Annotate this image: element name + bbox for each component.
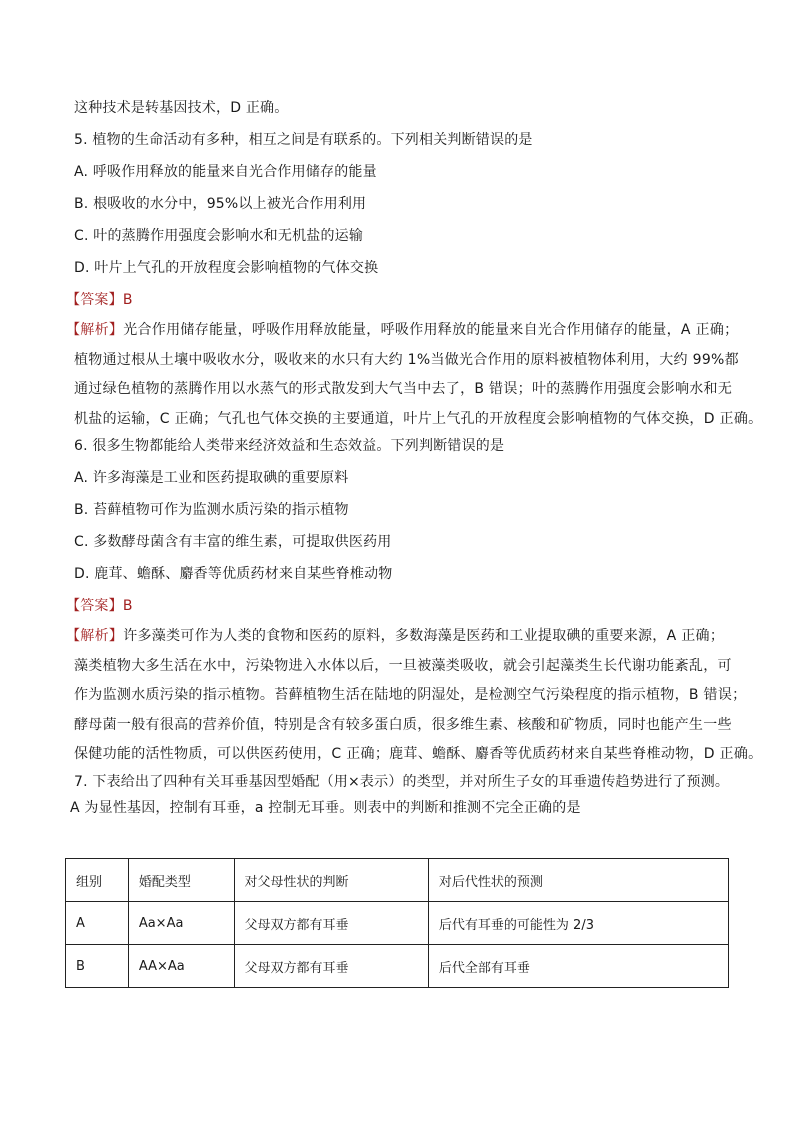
analysis-tag: 【解析】 <box>66 628 124 644</box>
q6-analysis <box>66 622 763 770</box>
analysis-line: 【解析】许多藻类可作为人类的食物和医药的原料，多数海藻是医药和工业提取碘的重要来源，A 正确； <box>66 628 725 644</box>
table-cell: 父母双方都有耳垂 <box>234 945 428 988</box>
q6-option-b: B. 苔藓植物可作为监测水质污染的指示植物 <box>74 502 349 518</box>
q5-option-a: A. 呼吸作用释放的能量来自光合作用储存的能量 <box>74 164 377 180</box>
q6-option-d: D. 鹿茸、蟾酥、麝香等优质药材来自某些脊椎动物 <box>74 566 393 582</box>
table-header-cell: 组别 <box>66 859 129 902</box>
table-cell: 后代全部有耳垂 <box>428 945 728 988</box>
table-cell: A <box>66 902 129 945</box>
table-cell: B <box>66 945 129 988</box>
table-cell: 父母双方都有耳垂 <box>234 902 428 945</box>
q5-option-b: B. 根吸收的水分中，95%以上被光合作用利用 <box>74 196 367 212</box>
q6-answer <box>66 596 734 616</box>
table-cell: Aa×Aa <box>128 902 234 945</box>
q6-stem: 6. 很多生物都能给人类带来经济效益和生态效益。下列判断错误的是 <box>74 438 505 454</box>
analysis-line: 植物通过根从土壤中吸收水分，吸收来的水只有大约 1%当做光合作用的原料被植物体利用，大约 99%都 <box>74 351 739 368</box>
intro-line: 这种技术是转基因技术，D 正确。 <box>74 100 289 116</box>
answer-value: B <box>122 292 133 308</box>
table-header-cell: 对后代性状的预测 <box>428 859 728 902</box>
table-header-cell: 婚配类型 <box>128 859 234 902</box>
analysis-line: 藻类植物大多生活在水中，污染物进入水体以后，一旦被藻类吸收，就会引起藻类生长代谢功能紊乱，可 <box>74 657 732 674</box>
analysis-line: 作为监测水质污染的指示植物。苔藓植物生活在陆地的阴湿处，是检测空气污染程度的指示植物，B 错误； <box>74 687 747 703</box>
q7-stem-line-1: 7. 下表给出了四种有关耳垂基因型婚配（用×表示）的类型，并对所生子女的耳垂遗传趋势进行了预测。 <box>74 773 730 790</box>
analysis-line: 【解析】光合作用储存能量，呼吸作用释放能量，呼吸作用释放的能量来自光合作用储存的能量，A 正确； <box>66 322 739 338</box>
q6-option-a: A. 许多海藻是工业和医药提取碘的重要原料 <box>74 470 349 486</box>
q6-option-c: C. 多数酵母菌含有丰富的维生素，可提取供医药用 <box>74 534 392 550</box>
analysis-line: 保健功能的活性物质，可以供医药使用，C 正确；鹿茸、蟾酥、麝香等优质药材来自某些脊椎动物，D 正确。 <box>74 746 763 762</box>
table-cell: 后代有耳垂的可能性为 2/3 <box>428 902 728 945</box>
analysis-line: 通过绿色植物的蒸腾作用以水蒸气的形式散发到大气当中去了，B 错误；叶的蒸腾作用强度会影响水和无 <box>74 381 733 397</box>
table-header-row <box>66 859 729 902</box>
analysis-line: 机盐的运输，C 正确；气孔也气体交换的主要通道，叶片上气孔的开放程度会影响植物的气体交换，D 正确。 <box>74 410 763 427</box>
answer-tag: 【答案】 <box>66 598 123 614</box>
q5-option-d: D. 叶片上气孔的开放程度会影响植物的气体交换 <box>74 260 379 276</box>
answer-tag: 【答案】 <box>66 292 123 308</box>
q5-stem: 5. 植物的生命活动有多种，相互之间是有联系的。下列相关判断错误的是 <box>74 132 533 148</box>
q7-stem-line-2: A 为显性基因，控制有耳垂，a 控制无耳垂。则表中的判断和推测不完全正确的是 <box>70 799 581 816</box>
genotype-table <box>65 858 729 988</box>
table-row <box>66 902 729 945</box>
document-page <box>66 98 763 830</box>
analysis-tag: 【解析】 <box>66 322 124 338</box>
q5-answer <box>66 290 734 310</box>
table-header-cell: 对父母性状的判断 <box>234 859 428 902</box>
q5-analysis <box>66 316 763 434</box>
q5-option-c: C. 叶的蒸腾作用强度会影响水和无机盐的运输 <box>74 228 364 244</box>
table-row <box>66 945 729 988</box>
table-cell: AA×Aa <box>128 945 234 988</box>
answer-value: B <box>122 598 133 614</box>
analysis-line: 酵母菌一般有很高的营养价值，特别是含有较多蛋白质，很多维生素、核酸和矿物质，同时也能产生一些 <box>74 716 732 733</box>
